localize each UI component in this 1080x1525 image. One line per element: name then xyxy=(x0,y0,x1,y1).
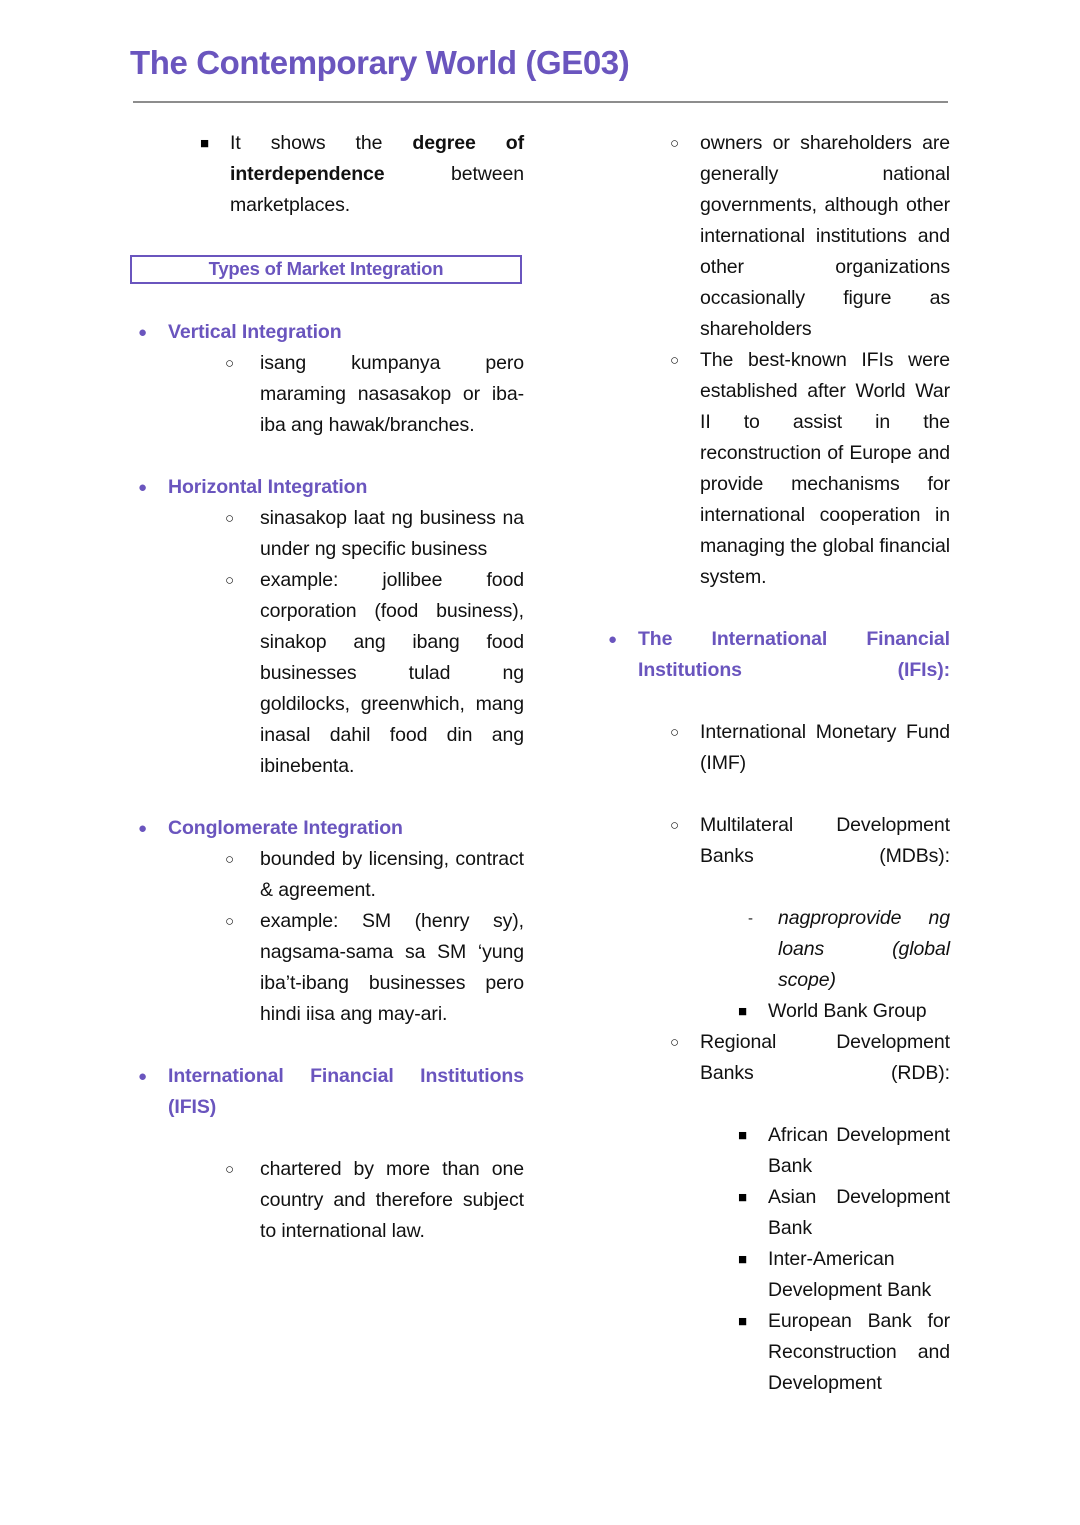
disc-bullet-icon: ● xyxy=(138,820,148,837)
left-column xyxy=(130,128,524,1247)
circle-bullet-icon: ○ xyxy=(225,572,235,589)
list-item xyxy=(130,503,524,565)
list-item-label xyxy=(230,128,524,221)
list-item xyxy=(600,1027,950,1120)
text-run: between marketplaces. xyxy=(230,163,524,216)
list-item xyxy=(600,1120,950,1182)
list-item xyxy=(600,345,950,593)
circle-bullet-icon: ○ xyxy=(225,851,235,868)
list-item-label: example: SM (henry sy), nagsama-sama sa SM ‘yung iba’t-ibang businesses pero hindi iisa ang may-ari. xyxy=(260,910,524,1025)
section-header-box xyxy=(130,255,522,284)
list-item-label: sinasakop laat ng business na under ng specific business xyxy=(260,507,524,560)
list-item xyxy=(130,348,524,441)
list-item xyxy=(600,1306,950,1399)
list-item xyxy=(600,128,950,345)
list-item-label: Regional Development Banks (RDB): xyxy=(700,1031,950,1084)
square-bullet-icon: ■ xyxy=(200,135,210,152)
list-item xyxy=(130,906,524,1030)
spacer xyxy=(130,1030,524,1061)
list-item xyxy=(130,1154,524,1247)
group-heading-label: The International Financial Institutions (IFIs): xyxy=(638,628,950,681)
circle-bullet-icon: ○ xyxy=(670,352,680,369)
disc-bullet-icon: ● xyxy=(608,631,618,648)
list-item xyxy=(600,903,950,996)
disc-bullet-icon: ● xyxy=(138,1068,148,1085)
text-run: It shows the xyxy=(230,132,413,154)
list-item xyxy=(600,1182,950,1244)
list-item-label: isang kumpanya pero maraming nasasakop or iba-iba ang hawak/branches. xyxy=(260,352,524,436)
group-heading-label: International Financial Institutions (IFIS) xyxy=(168,1065,524,1118)
group-heading-vertical-integration xyxy=(130,317,524,348)
list-item xyxy=(130,565,524,782)
group-heading-international-financial-institutions xyxy=(130,1061,524,1154)
page-title: The Contemporary World (GE03) xyxy=(130,44,630,81)
circle-bullet-icon: ○ xyxy=(670,135,680,152)
circle-bullet-icon: ○ xyxy=(225,913,235,930)
group-heading-the-ifis xyxy=(600,624,950,717)
square-bullet-icon: ■ xyxy=(738,1003,748,1020)
list-item-label: Multilateral Development Banks (MDBs): xyxy=(700,814,950,867)
list-item-label: African Development Bank xyxy=(768,1124,950,1177)
square-bullet-icon: ■ xyxy=(738,1251,748,1268)
list-item xyxy=(600,996,950,1027)
group-heading-label: Vertical Integration xyxy=(168,321,342,343)
list-item-label: World Bank Group xyxy=(768,1000,927,1022)
list-item xyxy=(600,1244,950,1306)
list-item xyxy=(600,717,950,810)
group-heading-label: Horizontal Integration xyxy=(168,476,368,498)
list-item-label: owners or shareholders are generally national governments, although other international institutions and other organizations occasionally figure as shareholders xyxy=(700,132,950,340)
group-heading-horizontal-integration xyxy=(130,472,524,503)
dash-bullet-icon: - xyxy=(748,910,753,927)
list-item-label: bounded by licensing, contract & agreement. xyxy=(260,848,524,901)
title-divider xyxy=(133,101,948,103)
square-bullet-icon: ■ xyxy=(738,1313,748,1330)
list-item-label: nagproprovide ng loans (global scope) xyxy=(778,907,950,991)
section-header-label: Types of Market Integration xyxy=(208,258,444,280)
spacer xyxy=(130,441,524,472)
right-column xyxy=(600,128,950,1399)
list-item-label: International Monetary Fund (IMF) xyxy=(700,721,950,774)
circle-bullet-icon: ○ xyxy=(670,724,680,741)
spacer xyxy=(130,782,524,813)
circle-bullet-icon: ○ xyxy=(225,1161,235,1178)
circle-bullet-icon: ○ xyxy=(670,1034,680,1051)
square-bullet-icon: ■ xyxy=(738,1189,748,1206)
text-run-bold: degree of interdependence xyxy=(230,132,524,185)
list-item xyxy=(130,844,524,906)
list-item-label: Asian Development Bank xyxy=(768,1186,950,1239)
list-item-label: example: jollibee food corporation (food business), sinakop ang ibang food businesses tulad ng goldilocks, greenwhich, mang inasal dahil food din ang ibinebenta. xyxy=(260,569,524,777)
group-heading-conglomerate-integration xyxy=(130,813,524,844)
list-item xyxy=(130,128,524,221)
disc-bullet-icon: ● xyxy=(138,324,148,341)
spacer xyxy=(600,593,950,624)
circle-bullet-icon: ○ xyxy=(225,355,235,372)
list-item xyxy=(600,810,950,903)
list-item-label: Inter-American Development Bank xyxy=(768,1248,932,1301)
disc-bullet-icon: ● xyxy=(138,479,148,496)
circle-bullet-icon: ○ xyxy=(225,510,235,527)
list-item-label: European Bank for Reconstruction and Development xyxy=(768,1310,950,1394)
group-heading-label: Conglomerate Integration xyxy=(168,817,403,839)
circle-bullet-icon: ○ xyxy=(670,817,680,834)
list-item-label: chartered by more than one country and therefore subject to international law. xyxy=(260,1158,524,1242)
list-item-label: The best-known IFIs were established after World War II to assist in the reconstruction of Europe and provide mechanisms for international cooperation in managing the global financial system. xyxy=(700,349,950,588)
square-bullet-icon: ■ xyxy=(738,1127,748,1144)
